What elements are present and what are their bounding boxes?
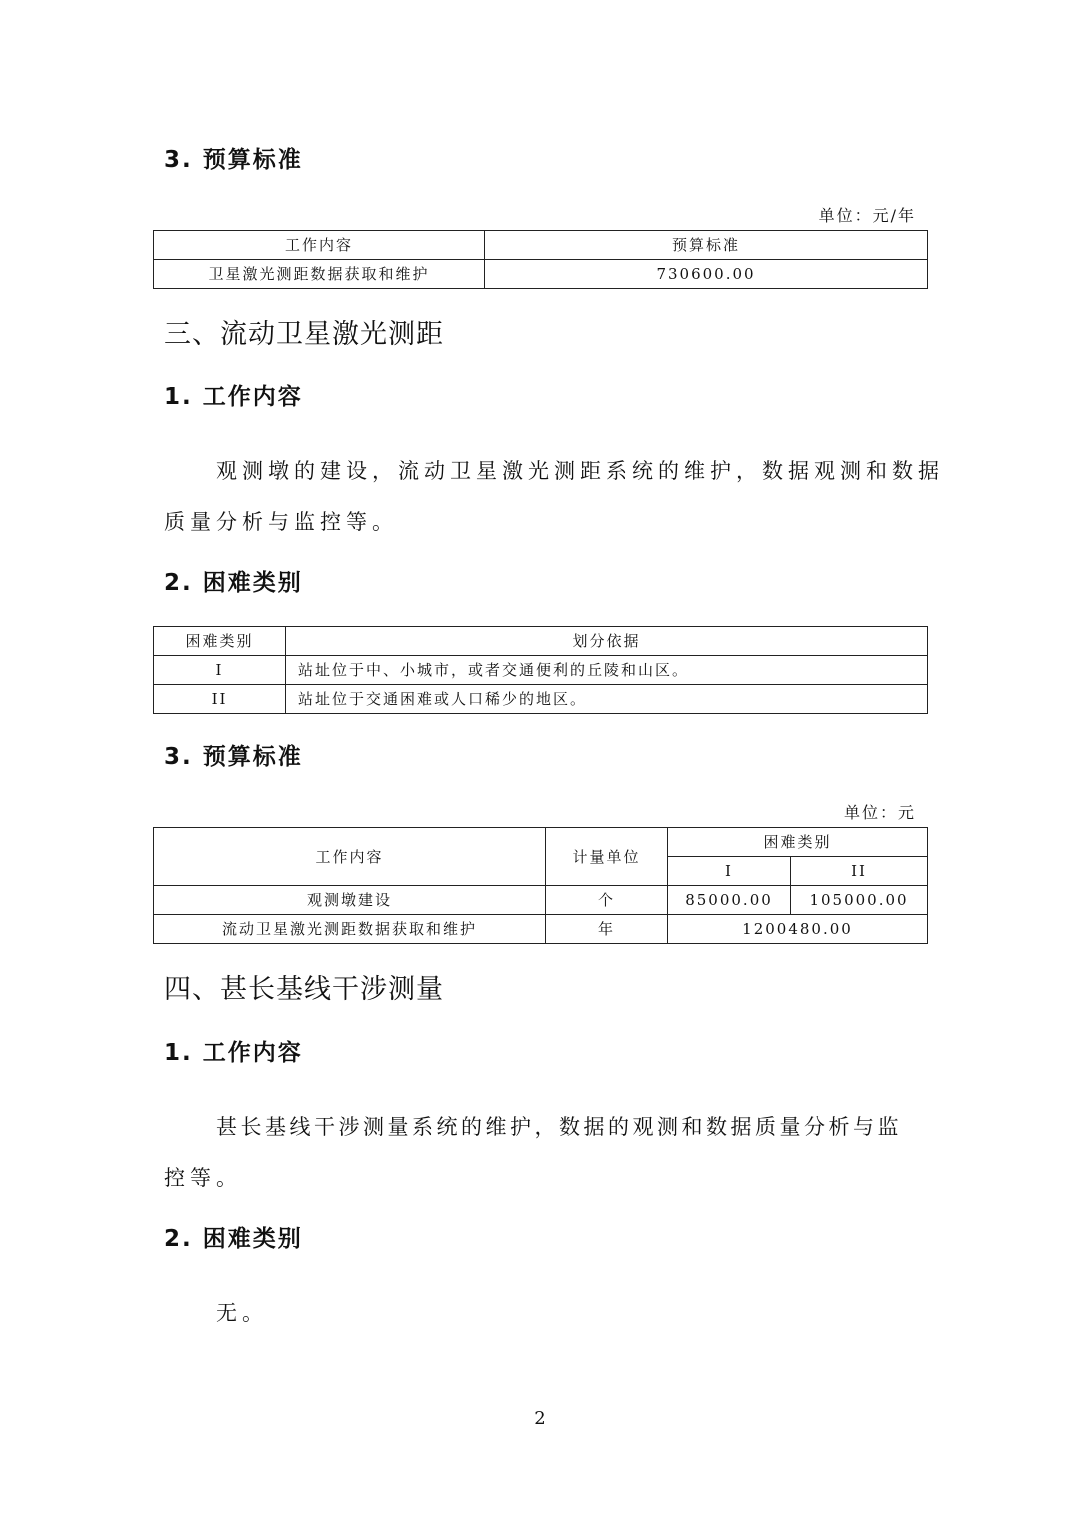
table-row xyxy=(154,685,928,714)
work-text-3-line1: 观测墩的建设，流动卫星激光测距系统的维护，数据观测和数据 xyxy=(216,459,944,483)
table-header-cell: 困难类别 xyxy=(154,627,286,656)
table-header-cell: 预算标准 xyxy=(485,231,928,260)
table-row xyxy=(154,260,928,289)
table-cell: 流动卫星激光测距数据获取和维护 xyxy=(154,915,546,944)
work-text-4-line2: 控等。 xyxy=(164,1166,242,1190)
budget-heading-2: 3. 预算标准 xyxy=(164,147,303,173)
budget-table-3 xyxy=(153,827,928,944)
table-cell: 卫星激光测距数据获取和维护 xyxy=(154,260,485,289)
work-text-3-line2: 质量分析与监控等。 xyxy=(164,510,398,534)
difficulty-text-4: 无。 xyxy=(216,1301,268,1325)
table-header-cell: 困难类别 xyxy=(668,828,928,857)
budget-heading-3: 3. 预算标准 xyxy=(164,744,303,770)
table-cell: 观测墩建设 xyxy=(154,886,546,915)
table-cell: 站址位于中、小城市，或者交通便利的丘陵和山区。 xyxy=(286,656,928,685)
table-cell: 1200480.00 xyxy=(668,915,928,944)
table-header-cell: II xyxy=(791,857,928,886)
section-title-4: 四、甚长基线干涉测量 xyxy=(164,974,444,1005)
difficulty-heading-4: 2. 困难类别 xyxy=(164,1226,303,1252)
page-number: 2 xyxy=(534,1408,546,1429)
unit-label-3: 单位：元 xyxy=(843,803,916,822)
table-cell: 730600.00 xyxy=(485,260,928,289)
table-cell: I xyxy=(154,656,286,685)
table-header-cell: 工作内容 xyxy=(154,828,546,886)
table-header-cell: 计量单位 xyxy=(546,828,668,886)
table-cell: 个 xyxy=(546,886,668,915)
table-cell: 年 xyxy=(546,915,668,944)
work-heading-3: 1. 工作内容 xyxy=(164,384,303,410)
table-cell: 站址位于交通困难或人口稀少的地区。 xyxy=(286,685,928,714)
table-row xyxy=(154,915,928,944)
budget-table-2 xyxy=(153,230,928,289)
table-row xyxy=(154,886,928,915)
difficulty-heading-3: 2. 困难类别 xyxy=(164,570,303,596)
table-header-cell: 工作内容 xyxy=(154,231,485,260)
work-heading-4: 1. 工作内容 xyxy=(164,1040,303,1066)
table-row xyxy=(154,656,928,685)
table-header-cell: 划分依据 xyxy=(286,627,928,656)
difficulty-table-3 xyxy=(153,626,928,714)
table-cell: 85000.00 xyxy=(668,886,791,915)
table-cell: 105000.00 xyxy=(791,886,928,915)
unit-label-2: 单位：元/年 xyxy=(818,206,916,225)
work-text-4-line1: 甚长基线干涉测量系统的维护，数据的观测和数据质量分析与监 xyxy=(216,1115,902,1139)
table-header-cell: I xyxy=(668,857,791,886)
table-cell: II xyxy=(154,685,286,714)
section-title-3: 三、流动卫星激光测距 xyxy=(164,319,444,350)
